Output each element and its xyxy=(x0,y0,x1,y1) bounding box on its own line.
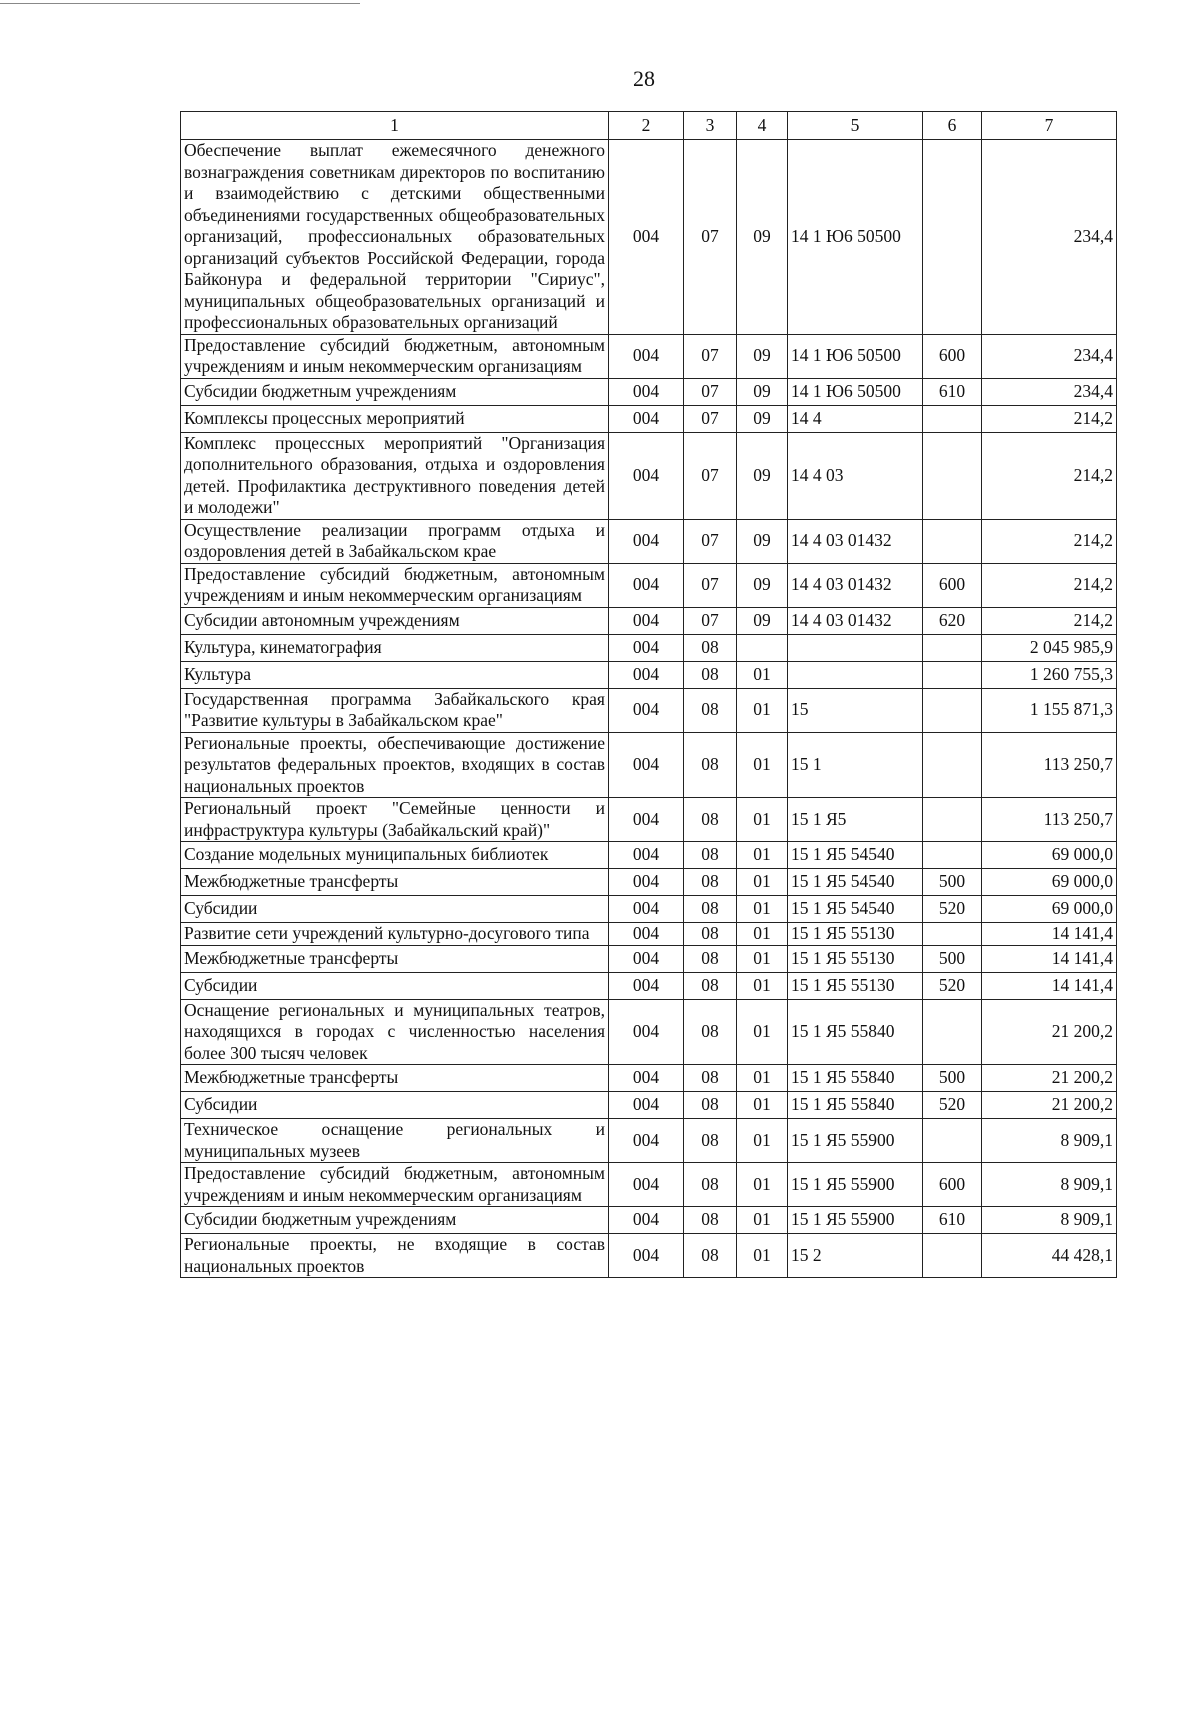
row-name-cell: Субсидии xyxy=(181,896,609,923)
code-target-cell: 15 1 Я5 55900 xyxy=(788,1119,923,1163)
row-name-cell: Субсидии бюджетным учреждениям xyxy=(181,1207,609,1234)
code-target-cell: 15 1 xyxy=(788,732,923,798)
code-admin-cell: 004 xyxy=(609,519,684,563)
code-admin-cell: 004 xyxy=(609,798,684,842)
code-expense-type-cell: 610 xyxy=(923,1207,982,1234)
code-subsection-cell: 01 xyxy=(737,923,788,946)
code-expense-type-cell: 600 xyxy=(923,563,982,607)
code-expense-type-cell xyxy=(923,1234,982,1278)
row-name-cell: Комплексы процессных мероприятий xyxy=(181,405,609,432)
code-expense-type-cell: 520 xyxy=(923,1092,982,1119)
row-name-cell: Региональные проекты, не входящие в состав национальных проектов xyxy=(181,1234,609,1278)
code-target-cell: 14 1 Ю6 50500 xyxy=(788,378,923,405)
amount-cell: 14 141,4 xyxy=(982,945,1117,972)
amount-cell: 8 909,1 xyxy=(982,1207,1117,1234)
code-admin-cell: 004 xyxy=(609,140,684,335)
table-row xyxy=(181,432,1117,519)
code-target-cell: 14 4 xyxy=(788,405,923,432)
amount-cell: 234,4 xyxy=(982,140,1117,335)
code-subsection-cell: 01 xyxy=(737,1234,788,1278)
amount-cell: 214,2 xyxy=(982,563,1117,607)
amount-cell: 8 909,1 xyxy=(982,1119,1117,1163)
page-number: 28 xyxy=(633,66,655,91)
code-section-cell: 08 xyxy=(684,1092,737,1119)
code-subsection-cell: 09 xyxy=(737,519,788,563)
code-expense-type-cell xyxy=(923,432,982,519)
amount-cell: 21 200,2 xyxy=(982,1092,1117,1119)
row-name-cell: Субсидии автономным учреждениям xyxy=(181,607,609,634)
code-expense-type-cell: 500 xyxy=(923,1065,982,1092)
amount-cell: 214,2 xyxy=(982,519,1117,563)
code-target-cell: 15 1 Я5 55900 xyxy=(788,1163,923,1207)
row-name-cell: Региональный проект "Семейные ценности и инфраструктура культуры (Забайкальский край)" xyxy=(181,798,609,842)
code-target-cell: 15 1 Я5 55130 xyxy=(788,945,923,972)
code-section-cell: 08 xyxy=(684,999,737,1065)
code-admin-cell: 004 xyxy=(609,432,684,519)
code-admin-cell: 004 xyxy=(609,334,684,378)
code-expense-type-cell xyxy=(923,798,982,842)
code-subsection-cell: 01 xyxy=(737,945,788,972)
code-expense-type-cell xyxy=(923,732,982,798)
row-name-cell: Культура, кинематография xyxy=(181,634,609,661)
code-admin-cell: 004 xyxy=(609,945,684,972)
code-section-cell: 08 xyxy=(684,842,737,869)
code-admin-cell: 004 xyxy=(609,607,684,634)
amount-cell: 14 141,4 xyxy=(982,923,1117,946)
code-expense-type-cell: 620 xyxy=(923,607,982,634)
code-section-cell: 08 xyxy=(684,945,737,972)
code-target-cell: 14 4 03 xyxy=(788,432,923,519)
code-admin-cell: 004 xyxy=(609,563,684,607)
code-section-cell: 07 xyxy=(684,140,737,335)
code-admin-cell: 004 xyxy=(609,661,684,688)
code-subsection-cell: 01 xyxy=(737,972,788,999)
table-row xyxy=(181,519,1117,563)
code-section-cell: 08 xyxy=(684,732,737,798)
code-subsection-cell: 09 xyxy=(737,432,788,519)
code-target-cell: 15 2 xyxy=(788,1234,923,1278)
code-admin-cell: 004 xyxy=(609,732,684,798)
amount-cell: 113 250,7 xyxy=(982,732,1117,798)
code-subsection-cell: 09 xyxy=(737,607,788,634)
amount-cell: 69 000,0 xyxy=(982,842,1117,869)
code-section-cell: 07 xyxy=(684,334,737,378)
code-target-cell: 15 1 Я5 54540 xyxy=(788,842,923,869)
code-subsection-cell: 09 xyxy=(737,563,788,607)
row-name-cell: Создание модельных муниципальных библиотек xyxy=(181,842,609,869)
code-section-cell: 08 xyxy=(684,896,737,923)
row-name-cell: Техническое оснащение региональных и муниципальных музеев xyxy=(181,1119,609,1163)
code-expense-type-cell xyxy=(923,140,982,335)
code-target-cell: 15 1 Я5 55840 xyxy=(788,1065,923,1092)
code-section-cell: 07 xyxy=(684,432,737,519)
code-section-cell: 08 xyxy=(684,688,737,732)
table-body xyxy=(181,140,1117,1278)
budget-table xyxy=(180,111,1117,1278)
amount-cell: 113 250,7 xyxy=(982,798,1117,842)
code-section-cell: 07 xyxy=(684,607,737,634)
code-target-cell: 14 4 03 01432 xyxy=(788,519,923,563)
row-name-cell: Культура xyxy=(181,661,609,688)
table-row xyxy=(181,798,1117,842)
code-subsection-cell: 01 xyxy=(737,1163,788,1207)
table-row xyxy=(181,1234,1117,1278)
amount-cell: 8 909,1 xyxy=(982,1163,1117,1207)
row-name-cell: Государственная программа Забайкальского края "Развитие культуры в Забайкальском крае" xyxy=(181,688,609,732)
table-row xyxy=(181,634,1117,661)
amount-cell: 14 141,4 xyxy=(982,972,1117,999)
code-section-cell: 07 xyxy=(684,378,737,405)
code-target-cell xyxy=(788,634,923,661)
code-expense-type-cell xyxy=(923,634,982,661)
amount-cell: 214,2 xyxy=(982,607,1117,634)
code-admin-cell: 004 xyxy=(609,378,684,405)
table-row xyxy=(181,1119,1117,1163)
code-section-cell: 08 xyxy=(684,661,737,688)
code-subsection-cell: 09 xyxy=(737,140,788,335)
code-section-cell: 08 xyxy=(684,1119,737,1163)
code-admin-cell: 004 xyxy=(609,896,684,923)
table-row xyxy=(181,945,1117,972)
table-row xyxy=(181,607,1117,634)
code-subsection-cell xyxy=(737,634,788,661)
code-admin-cell: 004 xyxy=(609,842,684,869)
code-expense-type-cell: 500 xyxy=(923,945,982,972)
code-target-cell: 15 1 Я5 55130 xyxy=(788,972,923,999)
code-section-cell: 08 xyxy=(684,1065,737,1092)
code-admin-cell: 004 xyxy=(609,999,684,1065)
code-section-cell: 08 xyxy=(684,869,737,896)
row-name-cell: Межбюджетные трансферты xyxy=(181,1065,609,1092)
row-name-cell: Предоставление субсидий бюджетным, автономным учреждениям и иным некоммерческим организациям xyxy=(181,334,609,378)
table-row xyxy=(181,999,1117,1065)
code-section-cell: 07 xyxy=(684,563,737,607)
column-header: 3 xyxy=(684,112,737,140)
code-expense-type-cell: 520 xyxy=(923,896,982,923)
code-subsection-cell: 01 xyxy=(737,688,788,732)
code-expense-type-cell xyxy=(923,405,982,432)
code-admin-cell: 004 xyxy=(609,1119,684,1163)
code-target-cell: 14 4 03 01432 xyxy=(788,563,923,607)
header-row xyxy=(181,112,1117,140)
code-subsection-cell: 01 xyxy=(737,999,788,1065)
amount-cell: 234,4 xyxy=(982,378,1117,405)
code-expense-type-cell: 520 xyxy=(923,972,982,999)
row-name-cell: Региональные проекты, обеспечивающие достижение результатов федеральных проектов, входящих в состав национальных проектов xyxy=(181,732,609,798)
row-name-cell: Межбюджетные трансферты xyxy=(181,945,609,972)
row-name-cell: Предоставление субсидий бюджетным, автономным учреждениям и иным некоммерческим организациям xyxy=(181,563,609,607)
code-section-cell: 08 xyxy=(684,1207,737,1234)
table-row xyxy=(181,563,1117,607)
row-name-cell: Обеспечение выплат ежемесячного денежного вознаграждения советникам директоров по воспитанию и взаимодействию с детскими общественными объединениями государственных общеобразовательных организаций, профессиональных образовательных организаций субъектов Российской Федерации, города Байконура и федеральной территории "Сириус", муниципальных общеобразовательных организаций и профессиональных образовательных организаций xyxy=(181,140,609,335)
code-target-cell: 15 1 Я5 55900 xyxy=(788,1207,923,1234)
table-row xyxy=(181,405,1117,432)
column-header: 6 xyxy=(923,112,982,140)
code-target-cell: 15 1 Я5 xyxy=(788,798,923,842)
table-row xyxy=(181,1163,1117,1207)
code-admin-cell: 004 xyxy=(609,1065,684,1092)
column-header: 5 xyxy=(788,112,923,140)
code-expense-type-cell xyxy=(923,688,982,732)
code-expense-type-cell xyxy=(923,1119,982,1163)
scan-edge-line xyxy=(0,3,360,4)
code-target-cell: 15 xyxy=(788,688,923,732)
code-section-cell: 08 xyxy=(684,634,737,661)
code-subsection-cell: 01 xyxy=(737,661,788,688)
code-section-cell: 08 xyxy=(684,923,737,946)
table-row xyxy=(181,661,1117,688)
code-expense-type-cell xyxy=(923,519,982,563)
code-admin-cell: 004 xyxy=(609,405,684,432)
code-target-cell: 14 1 Ю6 50500 xyxy=(788,334,923,378)
code-target-cell: 15 1 Я5 54540 xyxy=(788,896,923,923)
code-admin-cell: 004 xyxy=(609,1092,684,1119)
table-row xyxy=(181,896,1117,923)
code-admin-cell: 004 xyxy=(609,869,684,896)
table-row xyxy=(181,1065,1117,1092)
code-admin-cell: 004 xyxy=(609,688,684,732)
code-expense-type-cell: 600 xyxy=(923,1163,982,1207)
code-section-cell: 08 xyxy=(684,1234,737,1278)
table-row xyxy=(181,923,1117,946)
row-name-cell: Субсидии бюджетным учреждениям xyxy=(181,378,609,405)
code-target-cell: 15 1 Я5 54540 xyxy=(788,869,923,896)
amount-cell: 69 000,0 xyxy=(982,896,1117,923)
code-section-cell: 08 xyxy=(684,972,737,999)
code-admin-cell: 004 xyxy=(609,1163,684,1207)
row-name-cell: Оснащение региональных и муниципальных театров, находящихся в городах с численностью населения более 300 тысяч человек xyxy=(181,999,609,1065)
amount-cell: 1 155 871,3 xyxy=(982,688,1117,732)
row-name-cell: Предоставление субсидий бюджетным, автономным учреждениям и иным некоммерческим организациям xyxy=(181,1163,609,1207)
code-expense-type-cell xyxy=(923,999,982,1065)
column-header: 1 xyxy=(181,112,609,140)
code-target-cell xyxy=(788,661,923,688)
code-subsection-cell: 01 xyxy=(737,732,788,798)
table-row xyxy=(181,378,1117,405)
code-subsection-cell: 01 xyxy=(737,842,788,869)
amount-cell: 1 260 755,3 xyxy=(982,661,1117,688)
code-subsection-cell: 09 xyxy=(737,378,788,405)
code-subsection-cell: 01 xyxy=(737,1065,788,1092)
row-name-cell: Межбюджетные трансферты xyxy=(181,869,609,896)
code-admin-cell: 004 xyxy=(609,1207,684,1234)
code-section-cell: 07 xyxy=(684,405,737,432)
code-expense-type-cell xyxy=(923,661,982,688)
column-header: 7 xyxy=(982,112,1117,140)
code-subsection-cell: 09 xyxy=(737,334,788,378)
table-row xyxy=(181,334,1117,378)
column-header: 4 xyxy=(737,112,788,140)
code-subsection-cell: 09 xyxy=(737,405,788,432)
code-subsection-cell: 01 xyxy=(737,1207,788,1234)
table-row xyxy=(181,869,1117,896)
table-row xyxy=(181,972,1117,999)
code-admin-cell: 004 xyxy=(609,634,684,661)
code-subsection-cell: 01 xyxy=(737,869,788,896)
amount-cell: 2 045 985,9 xyxy=(982,634,1117,661)
table-row xyxy=(181,732,1117,798)
code-target-cell: 14 1 Ю6 50500 xyxy=(788,140,923,335)
amount-cell: 234,4 xyxy=(982,334,1117,378)
table-row xyxy=(181,1207,1117,1234)
table-row xyxy=(181,140,1117,335)
code-expense-type-cell xyxy=(923,923,982,946)
code-admin-cell: 004 xyxy=(609,972,684,999)
row-name-cell: Субсидии xyxy=(181,972,609,999)
code-expense-type-cell: 500 xyxy=(923,869,982,896)
amount-cell: 214,2 xyxy=(982,432,1117,519)
code-expense-type-cell: 600 xyxy=(923,334,982,378)
code-admin-cell: 004 xyxy=(609,1234,684,1278)
row-name-cell: Развитие сети учреждений культурно-досугового типа xyxy=(181,923,609,946)
row-name-cell: Осуществление реализации программ отдыха и оздоровления детей в Забайкальском крае xyxy=(181,519,609,563)
code-expense-type-cell: 610 xyxy=(923,378,982,405)
code-subsection-cell: 01 xyxy=(737,896,788,923)
amount-cell: 21 200,2 xyxy=(982,1065,1117,1092)
amount-cell: 214,2 xyxy=(982,405,1117,432)
code-target-cell: 15 1 Я5 55840 xyxy=(788,1092,923,1119)
code-section-cell: 08 xyxy=(684,798,737,842)
code-subsection-cell: 01 xyxy=(737,798,788,842)
row-name-cell: Субсидии xyxy=(181,1092,609,1119)
amount-cell: 21 200,2 xyxy=(982,999,1117,1065)
code-section-cell: 07 xyxy=(684,519,737,563)
table-row xyxy=(181,1092,1117,1119)
code-target-cell: 14 4 03 01432 xyxy=(788,607,923,634)
code-section-cell: 08 xyxy=(684,1163,737,1207)
row-name-cell: Комплекс процессных мероприятий "Организация дополнительного образования, отдыха и оздоровления детей. Профилактика деструктивного поведения детей и молодежи" xyxy=(181,432,609,519)
amount-cell: 44 428,1 xyxy=(982,1234,1117,1278)
table-row xyxy=(181,842,1117,869)
code-target-cell: 15 1 Я5 55130 xyxy=(788,923,923,946)
amount-cell: 69 000,0 xyxy=(982,869,1117,896)
code-target-cell: 15 1 Я5 55840 xyxy=(788,999,923,1065)
code-admin-cell: 004 xyxy=(609,923,684,946)
code-subsection-cell: 01 xyxy=(737,1092,788,1119)
code-expense-type-cell xyxy=(923,842,982,869)
column-header: 2 xyxy=(609,112,684,140)
code-subsection-cell: 01 xyxy=(737,1119,788,1163)
table-row xyxy=(181,688,1117,732)
